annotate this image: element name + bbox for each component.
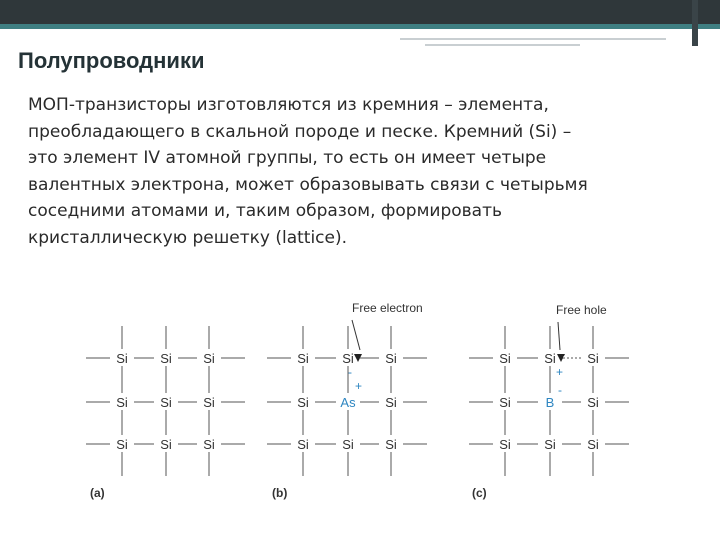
panel-a-si-atom: Si bbox=[203, 395, 215, 410]
panel-a-si-atom: Si bbox=[160, 351, 172, 366]
lattice-panels bbox=[86, 320, 629, 476]
panel-b-dopant-atom: As bbox=[340, 395, 356, 410]
paragraph-line: МОП-транзисторы изготовляются из кремния – элемента, bbox=[28, 95, 549, 115]
panel-b-si-atom: Si bbox=[385, 351, 397, 366]
top-accent-stripe bbox=[0, 24, 720, 29]
panel-a-si-atom: Si bbox=[160, 437, 172, 452]
panel-c-dopant-atom: B bbox=[545, 395, 555, 410]
top-title-bar bbox=[0, 0, 720, 24]
acceptor-minus-sign: - bbox=[558, 383, 562, 397]
panel-b-si-atom: Si bbox=[297, 351, 309, 366]
panel-b-si-atom: Si bbox=[342, 351, 354, 366]
panel-b-si-atom: Si bbox=[342, 437, 354, 452]
slide-paragraph bbox=[28, 92, 694, 251]
panel-c-label: (c) bbox=[472, 486, 487, 500]
panel-a-si-atom: Si bbox=[116, 395, 128, 410]
top-bar-end-cap bbox=[692, 0, 698, 46]
paragraph-line: преобладающего в скальной породе и песке. Кремний (Si) – bbox=[28, 121, 572, 142]
paragraph-line: это элемент IV атомной группы, то есть он имеет четыре bbox=[28, 148, 547, 168]
paragraph-line: соседними атомами и, таким образом, формировать bbox=[28, 201, 503, 221]
free-hole-label: Free hole bbox=[556, 303, 607, 317]
electron-minus-sign: - bbox=[348, 365, 352, 379]
donor-plus-sign: + bbox=[355, 379, 363, 393]
panel-b-si-atom: Si bbox=[385, 437, 397, 452]
panel-a-si-atom: Si bbox=[160, 395, 172, 410]
panel-c-si-atom: Si bbox=[499, 395, 511, 410]
free-hole-pointer bbox=[558, 322, 560, 350]
panel-a-si-atom: Si bbox=[203, 351, 215, 366]
panel-c-si-atom: Si bbox=[587, 351, 599, 366]
panel-c-si-atom: Si bbox=[587, 395, 599, 410]
free-electron-pointer bbox=[352, 320, 360, 350]
panel-b-label: (b) bbox=[272, 486, 288, 500]
panel-c-si-atom: Si bbox=[499, 437, 511, 452]
panel-a-label: (a) bbox=[90, 486, 105, 500]
silicon-lattice-figure bbox=[60, 292, 660, 512]
panel-a-si-atom: Si bbox=[203, 437, 215, 452]
paragraph-line: кристаллическую решетку (lattice). bbox=[28, 227, 348, 248]
panel-b-si-atom: Si bbox=[297, 437, 309, 452]
panel-c-si-atom: Si bbox=[587, 437, 599, 452]
header-rule-bottom bbox=[425, 44, 580, 46]
slide-title: Полупроводники bbox=[18, 48, 205, 73]
header-rule-top bbox=[400, 38, 666, 40]
panel-c-si-atom: Si bbox=[544, 351, 556, 366]
paragraph-line: валентных электрона, может образовывать связи с четырьмя bbox=[28, 174, 588, 195]
free-electron-label: Free electron bbox=[352, 301, 423, 315]
panel-a-si-atom: Si bbox=[116, 437, 128, 452]
panel-b-si-atom: Si bbox=[385, 395, 397, 410]
panel-a-si-atom: Si bbox=[116, 351, 128, 366]
hole-plus-sign: + bbox=[556, 365, 564, 379]
panel-c-si-atom: Si bbox=[544, 437, 556, 452]
panel-c-si-atom: Si bbox=[499, 351, 511, 366]
panel-b-si-atom: Si bbox=[297, 395, 309, 410]
